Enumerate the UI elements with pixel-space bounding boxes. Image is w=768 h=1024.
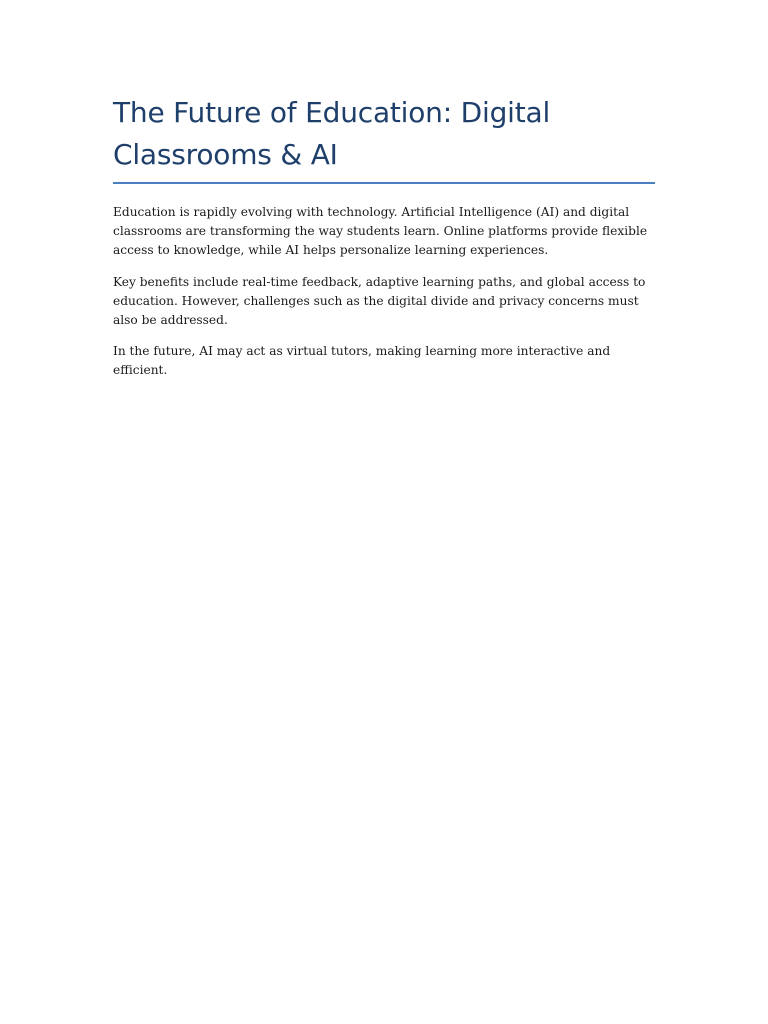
document-title: The Future of Education: Digital Classrooms & AI	[113, 96, 551, 171]
title-underline-divider	[113, 182, 655, 184]
paragraph-benefits-challenges: Key benefits include real-time feedback, adaptive learning paths, and global access to education. However, challenges such as the digital divide and privacy concerns must also be addressed.	[113, 274, 646, 328]
paragraph-intro: Education is rapidly evolving with technology. Artificial Intelligence (AI) and digital classrooms are transforming the way students learn. Online platforms provide flexible access to knowledge, while AI helps personalize learning experiences.	[113, 205, 648, 258]
document-body	[113, 92, 655, 381]
paragraph-future: In the future, AI may act as virtual tutors, making learning more interactive and efficient.	[113, 344, 611, 378]
